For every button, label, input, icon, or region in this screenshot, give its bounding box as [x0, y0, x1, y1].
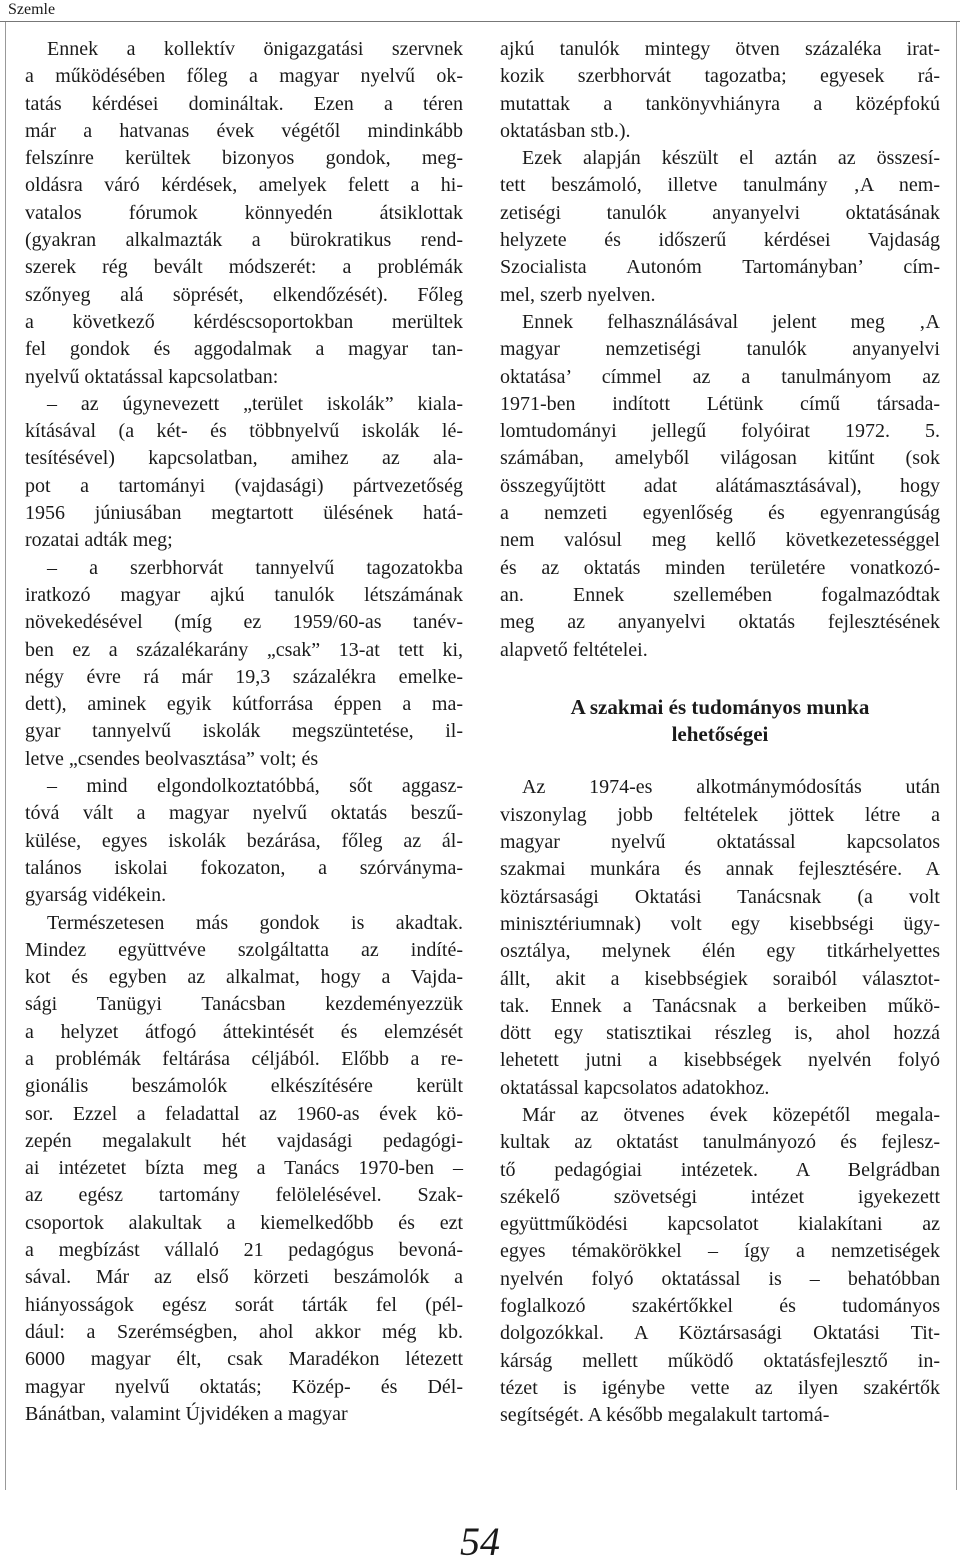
text-line: Ezek alapján készült el aztán az összesí- [522, 147, 940, 170]
text-line: Már az ötvenes évek közepétől megala- [522, 1103, 940, 1126]
paragraph [500, 1102, 940, 1430]
text-line: talános iskolai fokozaton, a szórványma- [25, 856, 463, 879]
text-line: minisztériumnak) volt egy kisebbségi ügy- [500, 912, 940, 935]
text-line: sági Tanügyi Tanácsban kezdeményezzük [25, 993, 463, 1016]
text-line: tő pedagógiai intézetek. A Belgrádban [500, 1158, 940, 1181]
text-line: szakmai munkára és annak fejlesztésére. A [500, 858, 940, 881]
text-line: összegyűjtött adat alátámasztásával), hogy [500, 474, 940, 497]
text-line: gyarság vidékein. [25, 884, 167, 907]
text-line: sor. Ezzel a feladattal az 1960-as évek kö- [25, 1102, 463, 1125]
text-line: tesítésével) kapcsolatban, amihez az ala- [25, 447, 463, 470]
text-line: kot és egyben az alkalmat, hogy a Vajda- [25, 966, 463, 989]
text-line: gyar tannyelvű iskolák megszüntetése, il- [25, 720, 463, 743]
paragraph [500, 309, 940, 664]
text-line: kultak az oktatást tanulmányozó és fejlesz- [500, 1131, 940, 1154]
text-line: mel, szerb nyelven. [500, 283, 656, 306]
text-line: oldásra váró kérdések, amelyek felett a hi- [25, 174, 463, 197]
text-line: egyes témakörökkel – így a nemzetiségek [500, 1240, 940, 1263]
text-line: tézet is igénybe vette az ilyen szakértők [500, 1376, 940, 1399]
text-line: nyelvű oktatással kapcsolatban: [25, 365, 279, 388]
text-line: ai intézetet bízta meg a Tanács 1970-ben – [25, 1157, 463, 1180]
text-line: magyar nemzetiségi tanulók anyanyelvi [500, 338, 940, 361]
text-line: együttműködési kapcsolatot kialakítani az [500, 1213, 940, 1236]
header-divider [0, 21, 960, 22]
text-line: osztálya, melynek élén egy titkárhelyettes [500, 940, 940, 963]
text-line: növekedésével (míg ez 1959/60-as tanév- [25, 611, 463, 634]
text-line: Mindez együttvéve szolgáltatta az indíté- [25, 938, 463, 961]
text-line: tak. Ennek a Tanácsnak a berkeiben műkö- [500, 994, 940, 1017]
text-line: lehetőségei [671, 722, 769, 747]
text-line: felszínre kerültek bizonyos gondok, meg- [25, 147, 463, 170]
text-line: iratkozó magyar ajkú tanulók létszámának [25, 583, 463, 606]
paragraph [500, 36, 940, 145]
text-line: (gyakran alkalmazták a bürokratikus rend- [25, 229, 463, 252]
paragraph [25, 773, 463, 909]
text-line: állt, akit a kisebbségiek soraiból választot- [500, 967, 940, 990]
text-line: letve „csendes beolvasztása” volt; és [25, 747, 319, 770]
text-line: tatás kérdései domináltak. Ezen a téren [25, 92, 463, 115]
text-line: dául: a Szerémségben, ahol akkor még kb. [25, 1320, 463, 1343]
text-line: alapvető feltételei. [500, 638, 648, 661]
text-line: meg az anyanyelvi oktatás fejlesztésének [500, 611, 940, 634]
paragraph [500, 145, 940, 309]
right-column [500, 36, 940, 1430]
text-line: már a hatvanas évek végétől mindinkább [25, 119, 463, 142]
text-line: pot a tartományi (vajdasági) pártvezetőség [25, 474, 463, 497]
text-line: A szakmai és tudományos munka [570, 694, 870, 719]
right-margin-rule [956, 22, 957, 1490]
page-number: 54 [460, 1519, 500, 1564]
text-line: a helyzet átfogó áttekintését és elemzését [25, 1020, 463, 1043]
text-line: – az úgynevezett „terület iskolák” kiala- [47, 392, 463, 415]
text-line: székelő szövetségi intézet igyekezett [500, 1185, 940, 1208]
text-line: dött egy statisztikai részleg is, ahol hozzá [500, 1022, 940, 1045]
text-line: zepén megalakult hét vajdasági pedagógi- [25, 1129, 463, 1152]
text-line: mutattak a tankönyvhiányra a középfokú [500, 92, 940, 115]
text-line: oktatásban stb.). [500, 119, 631, 142]
text-line: 6000 magyar élt, csak Maradékon létezett [25, 1348, 463, 1371]
text-line: Az 1974-es alkotmánymódosítás után [522, 776, 940, 799]
text-line: hiányosságok egész sorát tárták fel (pél- [25, 1293, 463, 1316]
text-line: viszonylag jobb feltételek jöttek létre a [500, 803, 940, 826]
text-line: an. Ennek szellemében fogalmazódtak [500, 583, 940, 606]
text-line: köztársasági Oktatási Tanácsnak (a volt [500, 885, 940, 908]
text-line: négy évre rá már 19,3 százalékra emelke- [25, 665, 463, 688]
text-line: ajkú tanulók mintegy ötven százaléka irat- [500, 38, 940, 60]
text-line: zetiségi tanulók anyanyelvi oktatásának [500, 201, 940, 224]
paragraph [25, 555, 463, 773]
text-line: kításával (a két- és többnyelvű iskolák lé- [25, 420, 463, 443]
text-line: oktatása’ címmel az a tanulmányom az [500, 365, 940, 388]
text-line: szőnyeg alá söprését, elkendőzését). Főleg [25, 283, 463, 306]
text-line: Bánátban, valamint Újvidéken a magyar [25, 1402, 348, 1425]
text-line: Ennek a kollektív önigazgatási szervnek [47, 38, 463, 60]
left-margin-rule [5, 22, 6, 1490]
text-line: csoportok alakultak a kiemelkedőbb és ezt [25, 1211, 463, 1234]
paragraph [500, 774, 940, 1102]
text-line: tett beszámoló, illetve tanulmány ‚A nem- [500, 174, 940, 197]
page-header [0, 0, 960, 22]
text-line: – mind elgondolkoztatóbbá, sőt aggasz- [47, 775, 463, 798]
text-line: szerek rég bevált módszerét: a problémák [25, 256, 463, 279]
text-line: helyzete és időszerű kérdései Vajdaság [500, 229, 940, 252]
text-line: gionális beszámolók elkészítésére került [25, 1075, 463, 1098]
text-line: rozatai adták meg; [25, 529, 173, 552]
text-line: számában, amelyből világosan kitűnt (sok [500, 447, 940, 470]
text-line: fel gondok és aggodalmak a magyar tan- [25, 338, 463, 361]
text-line: a következő kérdéscsoportokban merültek [25, 310, 463, 333]
paragraph [25, 391, 463, 555]
text-line: lomtudományi jellegű folyóirat 1972. 5. [500, 420, 940, 443]
text-line: Ennek felhasználásával jelent meg ‚A [522, 310, 940, 333]
text-line: dett), aminek egyik kútforrása éppen a ma- [25, 693, 463, 716]
text-line: Szocialista Autonóm Tartományban’ cím- [500, 256, 940, 279]
text-line: a nemzeti egyenlőség és egyenrangúság [500, 502, 940, 525]
text-line: tóvá vált a magyar nyelvű oktatás beszű- [25, 802, 463, 825]
text-line: ben ez a százalékarány „csak” 13-at tett ki, [25, 638, 463, 661]
section-title: Szemle [8, 1, 56, 18]
text-line: magyar nyelvű oktatás; Közép- és Dél- [25, 1375, 463, 1398]
text-line: nem valósul meg kellő következetességgel [500, 529, 940, 552]
text-line: sával. Már az első körzeti beszámolók a [25, 1266, 463, 1289]
text-line: vatalos fórumok könnyedén átsiklottak [25, 201, 463, 224]
text-line: foglalkozó szakértőkkel és tudományos [500, 1295, 940, 1318]
text-line: a működésében főleg a magyar nyelvű ok- [25, 65, 463, 88]
text-line: 1971-ben indított Létünk című társada- [500, 392, 940, 415]
paragraph [25, 910, 463, 1429]
text-line: segítségét. A később megalakult tartomá- [500, 1404, 830, 1427]
paragraph [25, 36, 463, 391]
text-line: dolgozókkal. A Köztársasági Oktatási Tit- [500, 1322, 940, 1345]
section-heading [500, 694, 940, 749]
text-line: kárság mellett működő oktatásfejlesztő in- [500, 1349, 940, 1372]
text-line: lehetett jutni a kisebbségek nyelvén folyó [500, 1049, 940, 1072]
left-column [25, 36, 463, 1428]
text-line: és az oktatás minden területére vonatkozó- [500, 556, 940, 579]
text-line: Természetesen más gondok is akadtak. [47, 911, 463, 934]
text-line: kozik szerbhorvát tagozatba; egyesek rá- [500, 65, 940, 88]
text-line: nyelvén folyó oktatással is – behatóbban [500, 1267, 940, 1290]
text-line: 1956 júniusában megtartott ülésének hatá- [25, 502, 463, 525]
text-line: külése, egyes iskolák bezárása, főleg az ál- [25, 829, 463, 852]
text-line: magyar nyelvű oktatással kapcsolatos [500, 831, 940, 854]
text-line: az egész tartomány felölelésével. Szak- [25, 1184, 463, 1207]
text-line: – a szerbhorvát tannyelvű tagozatokba [47, 556, 463, 579]
text-line: oktatással kapcsolatos adatokhoz. [500, 1076, 770, 1099]
text-line: a megbízást vállaló 21 pedagógus bevoná- [25, 1239, 463, 1262]
text-line: a problémák feltárása céljából. Előbb a re- [25, 1047, 463, 1070]
